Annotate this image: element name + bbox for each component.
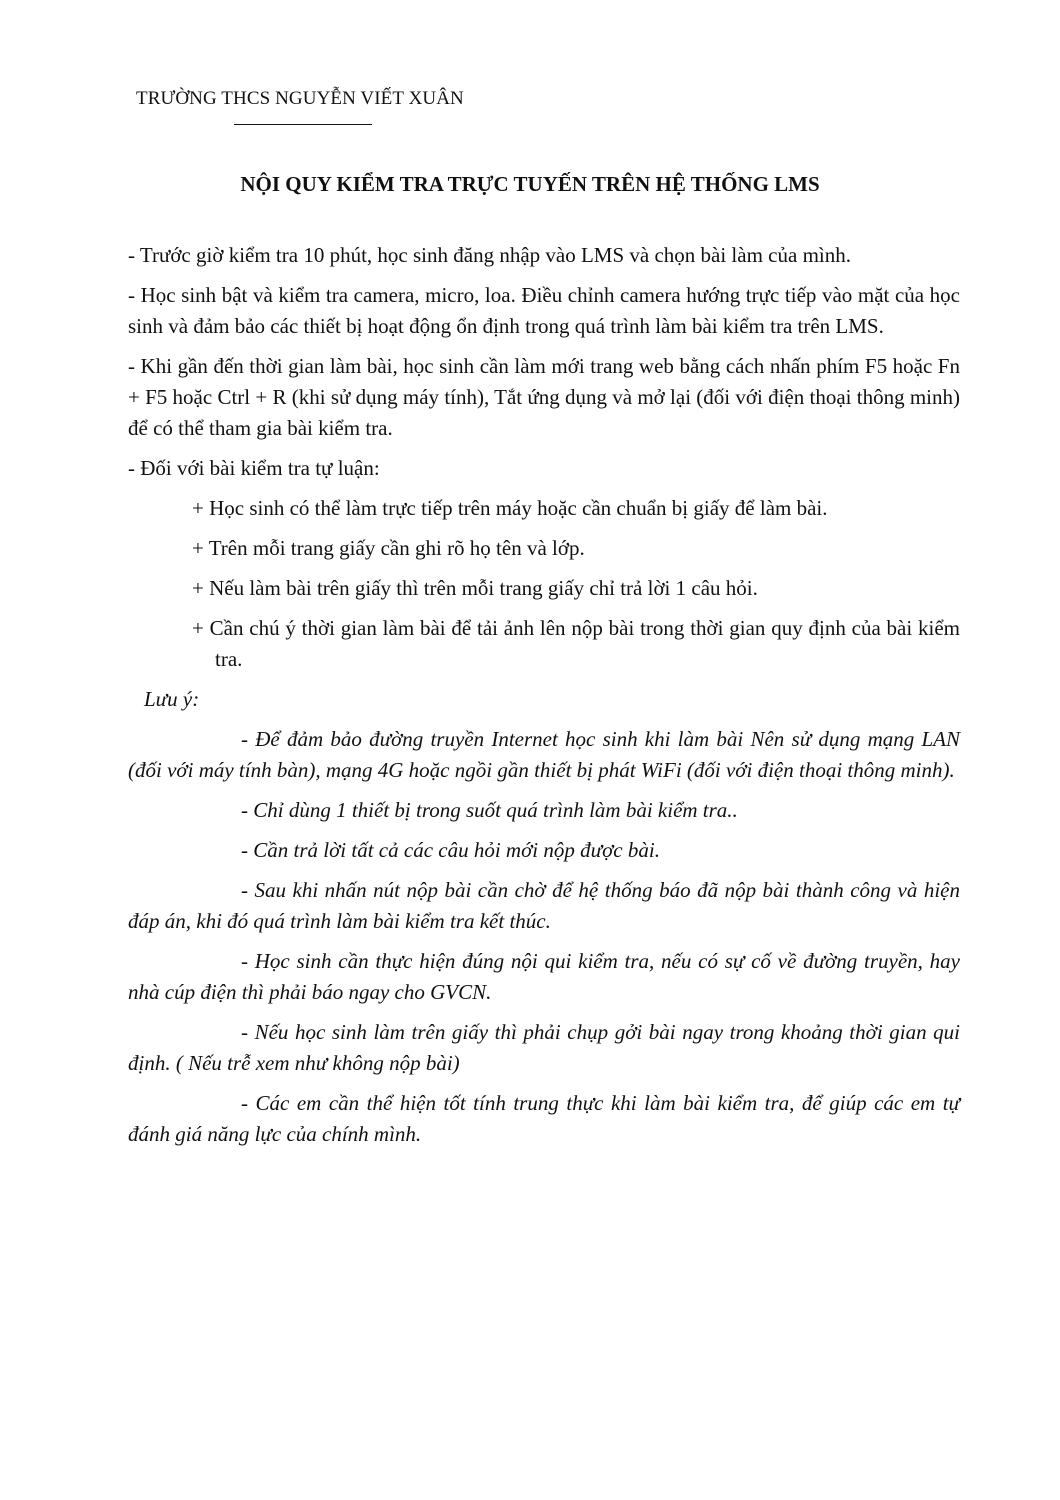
note-dash: - (241, 1091, 248, 1115)
note-text: Sau khi nhấn nút nộp bài cần chờ để hệ thống báo đã nộp bài thành công và hiện đáp án, khi đó quá trình làm bài kiểm tra kết thúc. (128, 878, 960, 933)
note-dash: - (241, 878, 248, 902)
note-dash: - (241, 1020, 248, 1044)
note-text: Cần trả lời tất cả các câu hỏi mới nộp được bài. (253, 838, 660, 862)
rule-paragraph: - Khi gần đến thời gian làm bài, học sinh cần làm mới trang web bằng cách nhấn phím F5 hoặc Fn + F5 hoặc Ctrl + R (khi sử dụng máy tính), Tắt ứng dụng và mở lại (đối với điện thoại thông minh) để có thể tham gia bài kiểm tra. (128, 354, 960, 440)
note-dash: - (241, 949, 248, 973)
note-text: Chỉ dùng 1 thiết bị trong suốt quá trình làm bài kiểm tra.. (253, 798, 738, 822)
note-item (128, 1088, 960, 1150)
note-text: Nếu học sinh làm trên giấy thì phải chụp gởi bài ngay trong khoảng thời gian qui định. ( Nếu trễ xem như không nộp bài) (128, 1020, 960, 1075)
essay-item: + Cần chú ý thời gian làm bài để tải ảnh lên nộp bài trong thời gian quy định của bài kiểm tra. (192, 616, 960, 671)
school-name: TRƯỜNG THCS NGUYỄN VIẾT XUÂN (136, 88, 464, 109)
document-body (128, 240, 960, 1159)
note-item (128, 875, 960, 937)
document-title: NỘI QUY KIỂM TRA TRỰC TUYẾN TRÊN HỆ THỐNG LMS (240, 172, 820, 196)
note-text: Học sinh cần thực hiện đúng nội qui kiểm tra, nếu có sự cố về đường truyền, hay nhà cúp điện thì phải báo ngay cho GVCN. (128, 949, 960, 1004)
note-item (128, 724, 960, 786)
note-dash: - (241, 798, 248, 822)
essay-item: + Học sinh có thể làm trực tiếp trên máy hoặc cần chuẩn bị giấy để làm bài. (192, 496, 828, 520)
header-underline (234, 124, 372, 125)
rule-paragraph: - Học sinh bật và kiểm tra camera, micro, loa. Điều chỉnh camera hướng trực tiếp vào mặt của học sinh và đảm bảo các thiết bị hoạt động ổn định trong quá trình làm bài kiểm tra trên LMS. (128, 283, 960, 338)
rule-paragraph: - Đối với bài kiểm tra tự luận: (128, 456, 380, 480)
note-dash: - (241, 727, 248, 751)
note-item (128, 946, 960, 1008)
essay-item: + Trên mỗi trang giấy cần ghi rõ họ tên và lớp. (192, 536, 585, 560)
note-item (128, 795, 960, 826)
note-text: Để đảm bảo đường truyền Internet học sinh khi làm bài Nên sử dụng mạng LAN (đối với máy tính bàn), mạng 4G hoặc ngồi gần thiết bị phát WiFi (đối với điện thoại thông minh). (128, 727, 961, 782)
note-text: Các em cần thể hiện tốt tính trung thực khi làm bài kiểm tra, để giúp các em tự đánh giá năng lực của chính mình. (128, 1091, 961, 1146)
note-item (128, 835, 960, 866)
rule-paragraph: - Trước giờ kiểm tra 10 phút, học sinh đăng nhập vào LMS và chọn bài làm của mình. (128, 243, 851, 267)
essay-item: + Nếu làm bài trên giấy thì trên mỗi trang giấy chỉ trả lời 1 câu hỏi. (192, 576, 758, 600)
note-label: Lưu ý: (144, 687, 200, 711)
note-item (128, 1017, 960, 1079)
note-dash: - (241, 838, 248, 862)
